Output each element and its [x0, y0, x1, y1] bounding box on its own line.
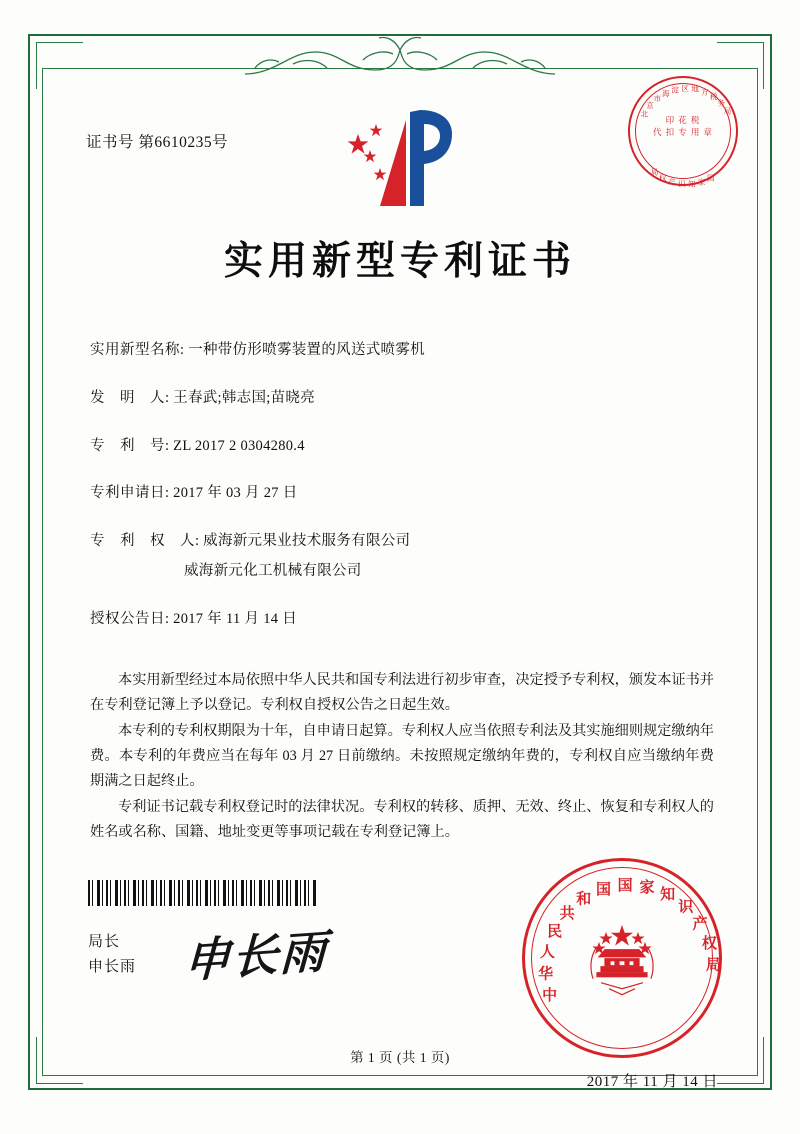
page-footer: 第 1 页 (共 1 页)	[350, 1050, 450, 1065]
tax-stamp-line1: 印 花 税	[665, 115, 701, 125]
paragraph-2: 本专利的专利权期限为十年，自申请日起算。专利权人应当依照专利法及其实施细则规定缴纳年费。本专利的年费应当在每年 03 月 27 日前缴纳。未按照规定缴纳年费的，专利权自应当缴纳年费期满之日起终止。	[90, 723, 714, 789]
field-label: 专利申请日:	[90, 485, 170, 502]
tax-stamp-arc-text: 北 京 市 海 淀 区 地 方 税 务 局 国 家 知 识 产 权 局	[640, 84, 732, 189]
tax-stamp-center-text	[628, 114, 738, 138]
signature-block	[88, 930, 136, 980]
seal-date: 2017 年 11 月 14 日	[586, 1074, 718, 1090]
field-value: ZL 2017 2 0304280.4	[173, 437, 305, 454]
national-emblem-icon	[579, 917, 665, 1003]
field-value: 威海新元果业技术服务有限公司	[203, 533, 411, 549]
field-label: 实用新型名称:	[90, 342, 185, 358]
field-grant-announcement-date	[90, 609, 718, 631]
certificate-content	[42, 68, 758, 1090]
field-label: 专 利 号:	[90, 437, 170, 454]
seal-arc-text: 中 华 人 民 共 和 国 国 家 知 识 产 权 局	[538, 876, 721, 1004]
tax-stamp-line2: 代 扣 专 用 章	[652, 127, 713, 137]
field-utility-model-name	[90, 340, 718, 362]
handwritten-signature: 申长雨	[183, 923, 329, 989]
barcode-bars	[88, 880, 316, 906]
signature-name-label: 申长雨	[88, 959, 137, 975]
fields-list	[90, 340, 718, 656]
paragraph-1: 本实用新型经过本局依照中华人民共和国专利法进行初步审查，决定授予专利权，颁发本证书并在专利登记簿上予以登记。专利权自授权公告之日起生效。	[90, 672, 714, 713]
certificate-number: 证书号 第6610235号	[86, 134, 229, 151]
field-label: 发 明 人:	[90, 389, 170, 406]
signature-role-label: 局长	[88, 934, 121, 950]
page-title: 实用新型专利证书	[223, 238, 576, 284]
barcode	[88, 880, 316, 906]
field-value: 王春武;韩志国;苗晓亮	[173, 389, 316, 406]
field-patent-number	[90, 436, 718, 458]
field-label: 专 利 权 人:	[90, 533, 200, 549]
field-label: 授权公告日:	[90, 610, 170, 627]
field-inventors	[90, 388, 718, 410]
field-application-date	[90, 483, 718, 505]
cnipa-logo-icon	[340, 106, 460, 214]
field-value: 2017 年 03 月 27 日	[173, 485, 298, 502]
tax-stamp	[628, 76, 738, 189]
field-patentee-second: 威海新元化工机械有限公司	[184, 562, 362, 579]
paragraph-3: 专利证书记载专利权登记时的法律状况。专利权的转移、质押、无效、终止、恢复和专利权人的姓名或名称、国籍、地址变更等事项记载在专利登记簿上。	[90, 799, 714, 840]
field-value: 一种带仿形喷雾装置的风送式喷雾机	[188, 342, 425, 358]
field-patentee	[90, 531, 718, 553]
body-paragraphs	[90, 668, 714, 846]
official-seal	[522, 858, 722, 1058]
field-value: 2017 年 11 月 14 日	[173, 610, 298, 627]
